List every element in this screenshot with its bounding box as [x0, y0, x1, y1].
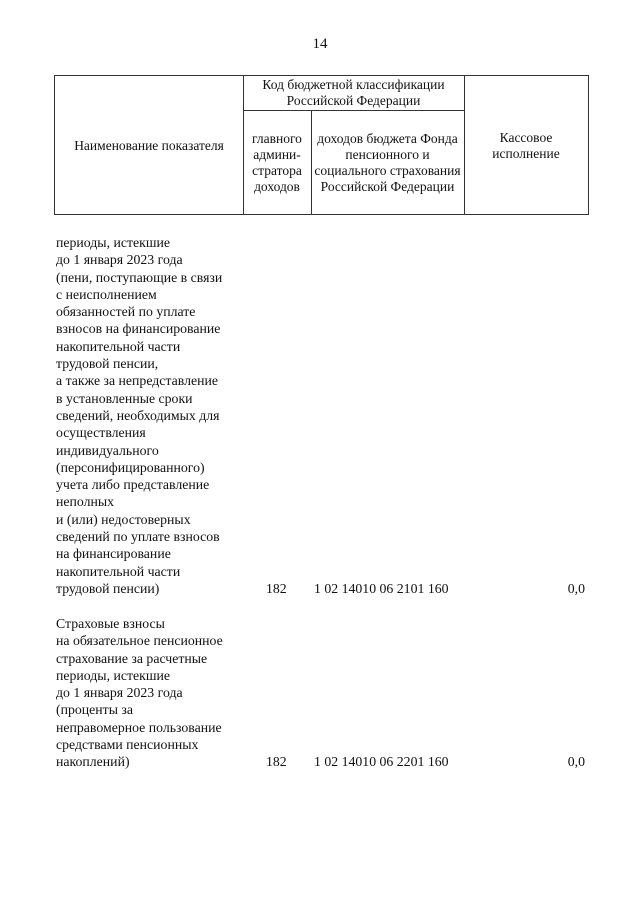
page-number: 14 [312, 36, 328, 52]
row-amount: 0,0 [567, 581, 585, 596]
header-admin-column: главного админи-стратора доходов [252, 131, 302, 194]
row-name: Страховые взносы на обязательное пенсионное страхование за расчетные периоды, истекшие до 1 января 2023 года (проценты за неправомерное пользование средствами пенсионных накоплений) [56, 616, 223, 770]
header-execution-column: Кассовое исполнение [492, 130, 560, 161]
row-amount: 0,0 [567, 754, 585, 769]
header-name-column: Наименование показателя [74, 138, 224, 153]
table-header [54, 75, 589, 215]
header-revenue-column: доходов бюджета Фонда пенсионного и социального страхования Российской Федерации [314, 131, 461, 194]
table-row [0, 615, 640, 775]
row-admin-code: 182 [266, 754, 287, 769]
row-name: периоды, истекшие до 1 января 2023 года (пени, поступающие в связи с неисполнением обязанностей по уплате взносов на финансирование накопительной части трудовой пенсии, а также за непредставление в установленные сроки сведений, необходимых для осуществления индивидуального (персонифицированного) учета либо представление неполных и (или) недостоверных сведений по уплате взносов на финансирование накопительной части трудовой пенсии) [56, 235, 223, 596]
header-budget-code-group: Код бюджетной классификации Российской Федерации [262, 77, 445, 108]
row-revenue-code: 1 02 14010 06 2101 160 [314, 581, 449, 596]
table-row [0, 234, 640, 599]
row-revenue-code: 1 02 14010 06 2201 160 [314, 754, 449, 769]
row-admin-code: 182 [266, 581, 287, 596]
